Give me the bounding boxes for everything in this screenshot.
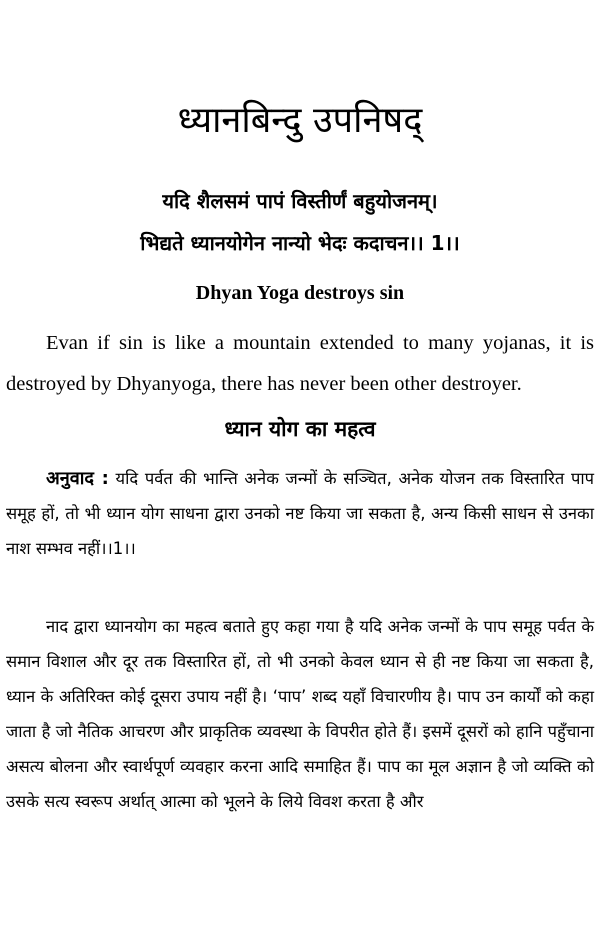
- english-translation: Evan if sin is like a mountain extended to many yojanas, it is destroyed by Dhyanyoga, there has never been other destroyer.: [6, 332, 594, 395]
- hindi-heading: ध्यान योग का महत्व: [224, 417, 376, 441]
- sanskrit-verse-line-1: यदि शैलसमं पापं विस्तीर्णं बहुयोजनम्।: [162, 189, 438, 213]
- hindi-commentary-paragraph: नाद द्वारा ध्यानयोग का महत्व बताते हुए कहा गया है यदि अनेक जन्मों के पाप समूह पर्वत के समान विशाल और दूर तक विस्तारित हों, तो भी उनको केवल ध्यान से ही नष्ट किया जा सकता है, ध्यान के अतिरिक्त कोई दूसरा उपाय नहीं है। ‘पाप’ शब्द यहाँ विचारणीय है। पाप उन कार्यों को कहा जाता है जो नैतिक आचरण और प्राकृतिक व्यवस्था के विपरीत होते हैं। इसमें दूसरों को हानि पहुँचाना असत्य बोलना और स्वार्थपूर्ण व्यवहार करना आदि समाहित हैं। पाप का मूल अज्ञान है जो व्यक्ति को उसके सत्य स्वरूप अर्थात् आत्मा को भूलने के लिये विवश करता है और: [6, 617, 594, 811]
- english-heading: Dhyan Yoga destroys sin: [195, 282, 405, 304]
- hindi-translation-paragraph: [6, 461, 594, 566]
- anuvad-text: यदि पर्वत की भान्ति अनेक जन्मों के सञ्चित, अनेक योजन तक विस्तारित पाप समूह हों, तो भी ध्यान योग साधना द्वारा उनको नष्ट किया जा सकता है, अन्य किसी साधन से उनका नाश सम्भव नहीं।।1।।: [6, 469, 594, 558]
- page-title: ध्यानबिन्दु उपनिषद्: [177, 100, 423, 141]
- anuvad-label: अनुवाद :: [46, 468, 109, 489]
- sanskrit-verse-line-2: भिद्यते ध्यानयोगेन नान्यो भेदः कदाचन।। 1।।: [140, 231, 460, 255]
